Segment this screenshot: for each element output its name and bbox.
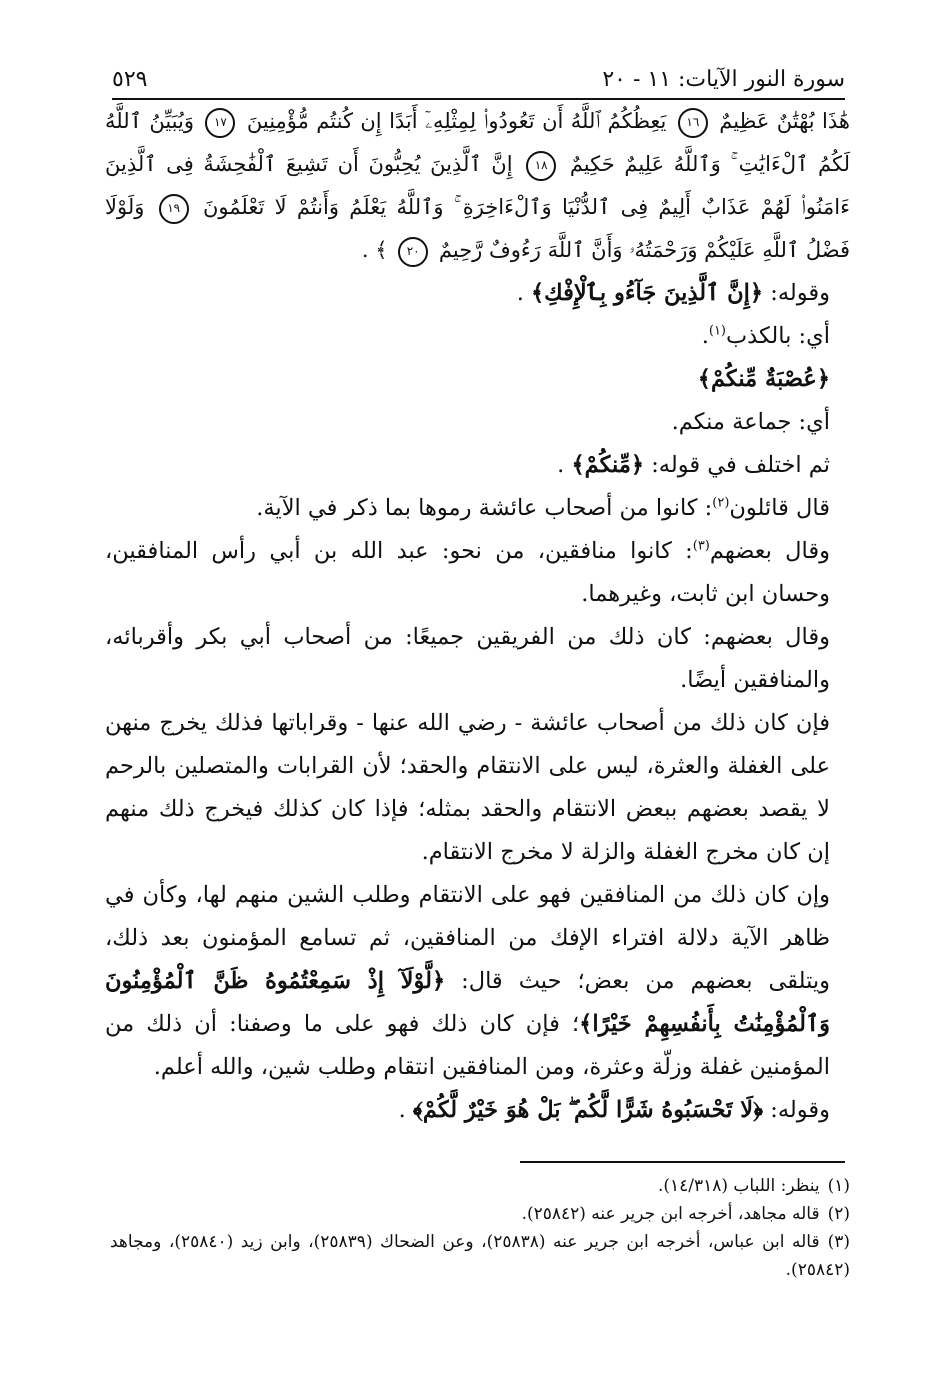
text-run: . xyxy=(701,323,709,349)
text-run: . xyxy=(516,280,531,306)
verse-segment: هَٰذَا بُهْتَٰنٌ عَظِيمٌ xyxy=(719,109,850,133)
paragraph-text: وقال بعضهم: كان ذلك من الفريقين جميعًا: من أصحاب أبي بكر وأقربائه، والمنافقين أيضًا. xyxy=(105,624,830,693)
footnote-item xyxy=(110,1228,850,1284)
verse-segment: إِنَّ ٱلَّذِينَ يُحِبُّونَ أَن تَشِيعَ ٱلْفَٰحِشَةُ فِى ٱلَّذِينَ ءَامَنُوا۟ لَهُمْ عَذَابٌ أَلِيمٌ فِى ٱلدُّنْيَا وَٱلْءَاخِرَةِ ۚ وَٱللَّهُ يَعْلَمُ وَأَنتُمْ لَا تَعْلَمُونَ xyxy=(105,152,850,219)
page-number: ٥٢٩ xyxy=(112,67,148,92)
footnote-number: (١) xyxy=(827,1176,850,1196)
footnote-item xyxy=(110,1200,850,1228)
paragraph-quote xyxy=(105,358,850,401)
quran-close-bracket: ﴾ . xyxy=(361,238,388,262)
ayah-number-marker: ١٦ xyxy=(678,108,708,138)
main-text xyxy=(105,100,850,1132)
paragraph-quote xyxy=(105,272,850,315)
paragraph-text xyxy=(105,487,850,530)
footnote-text: قاله مجاهد، أخرجه ابن جرير عنه (٢٥٨٤٢). xyxy=(521,1204,820,1224)
text-run: . xyxy=(557,452,572,478)
quran-quote: ﴿مِّنكُمْ﴾ xyxy=(571,452,645,478)
text-run: : كانوا من أصحاب عائشة رموها بما ذكر في الآية. xyxy=(256,495,713,521)
quran-quote: ﴿إِنَّ ٱلَّذِينَ جَآءُو بِٱلْإِفْكِ﴾ xyxy=(531,280,764,306)
text-run: وقوله: xyxy=(763,280,830,306)
paragraph-text xyxy=(105,444,850,487)
paragraph-gloss: أي: جماعة منكم. xyxy=(671,409,830,435)
footnote-divider xyxy=(520,1161,845,1163)
quran-quote: ﴿لَا تَحْسَبُوهُ شَرًّا لَّكُم ۖ بَلْ هُوَ خَيْرٌ لَّكُمْ﴾ xyxy=(412,1097,764,1123)
text-run: وإن كان ذلك من المنافقين فهو على الانتقام وطلب الشين منهم لها، وكأن في ظاهر الآية دلالة افتراء الإفك من المنافقين، ثم تسامع المؤمنون بعد ذلك، ويتلقى بعضهم من بعض؛ حيث قال: xyxy=(105,882,831,994)
surah-title: سورة النور الآيات: ١١ - ٢٠ xyxy=(602,67,845,92)
verse-segment: يَعِظُكُمُ ٱللَّهُ أَن تَعُودُوا۟ لِمِثْلِهِۦٓ أَبَدًا إِن كُنتُم مُّؤْمِنِينَ xyxy=(246,109,667,133)
quran-verses xyxy=(105,100,850,272)
footnote-number: (٢) xyxy=(827,1204,850,1224)
text-run: . xyxy=(398,1097,413,1123)
footnote-text: ينظر: اللباب (١٤/٣١٨). xyxy=(657,1176,820,1196)
footnote-ref: (٢) xyxy=(712,495,730,511)
quran-quote: ﴿لَّوْلَآ إِذْ سَمِعْتُمُوهُ ظَنَّ ٱلْمُؤْمِنُونَ وَٱلْمُؤْمِنَٰتُ بِأَنفُسِهِمْ خَيْرًا﴾ xyxy=(105,968,830,1037)
ayah-number-marker: ١٧ xyxy=(205,108,235,138)
quran-quote: ﴿عُصْبَةٌ مِّنكُمْ﴾ xyxy=(697,366,830,392)
text-run: ؛ فإن كان ذلك فهو على ما وصفنا: أن ذلك من المؤمنين غفلة وزلّة وعثرة، ومن المنافقين انتقام وطلب شين، والله أعلم. xyxy=(105,1011,830,1080)
footnote-text: قاله ابن عباس، أخرجه ابن جرير عنه (٢٥٨٣٨)، وعن الضحاك (٢٥٨٣٩)، وابن زيد (٢٥٨٤٠)، ومجاهد (٢٥٨٤٢). xyxy=(110,1232,850,1280)
text-run: وقوله: xyxy=(763,1097,830,1123)
paragraph-text xyxy=(105,530,850,616)
footnote-number: (٣) xyxy=(827,1232,850,1252)
footnote-ref: (٣) xyxy=(692,538,710,554)
verse-segment: وَلَوْلَا فَضْلُ ٱللَّهِ عَلَيْكُمْ وَرَحْمَتُهُۥ وَأَنَّ ٱللَّهَ رَءُوفٌ رَّحِيمٌ xyxy=(105,195,850,262)
footnote-item xyxy=(110,1172,850,1200)
text-run: أي: بالكذب xyxy=(726,323,830,349)
ayah-number-marker: ٢٠ xyxy=(398,237,428,267)
ayah-number-marker: ١٩ xyxy=(159,194,189,224)
paragraph-quote xyxy=(105,1089,850,1132)
page-header xyxy=(112,48,845,100)
paragraph-gloss xyxy=(105,315,850,358)
paragraph-text xyxy=(105,874,850,1089)
paragraph-text: فإن كان ذلك من أصحاب عائشة - رضي الله عنها - وقراباتها فذلك يخرج منهن على الغفلة والعثرة، ليس على الانتقام والحقد؛ لأن القرابات والمتصلين بالرحم لا يقصد بعضهم ببعض الانتقام والحقد بمثله؛ فإذا كان كذلك فيخرج ذلك منهم إن كان مخرج الغفلة والزلة لا مخرج الانتقام. xyxy=(105,710,830,865)
verse-segment: وَيُبَيِّنُ ٱللَّهُ لَكُمُ ٱلْءَايَٰتِ ۚ وَٱللَّهُ عَلِيمٌ حَكِيمٌ xyxy=(105,109,850,176)
ayah-number-marker: ١٨ xyxy=(526,151,556,181)
text-run: قال قائلون xyxy=(729,495,830,521)
footnotes xyxy=(110,1172,850,1284)
text-run: ثم اختلف في قوله: xyxy=(644,452,830,478)
text-run: وقال بعضهم xyxy=(709,538,831,564)
text-run: : كانوا منافقين، من نحو: عبد الله بن أبي رأس المنافقين، وحسان ابن ثابت، وغيرهما. xyxy=(105,538,830,607)
footnote-ref: (١) xyxy=(708,323,726,339)
